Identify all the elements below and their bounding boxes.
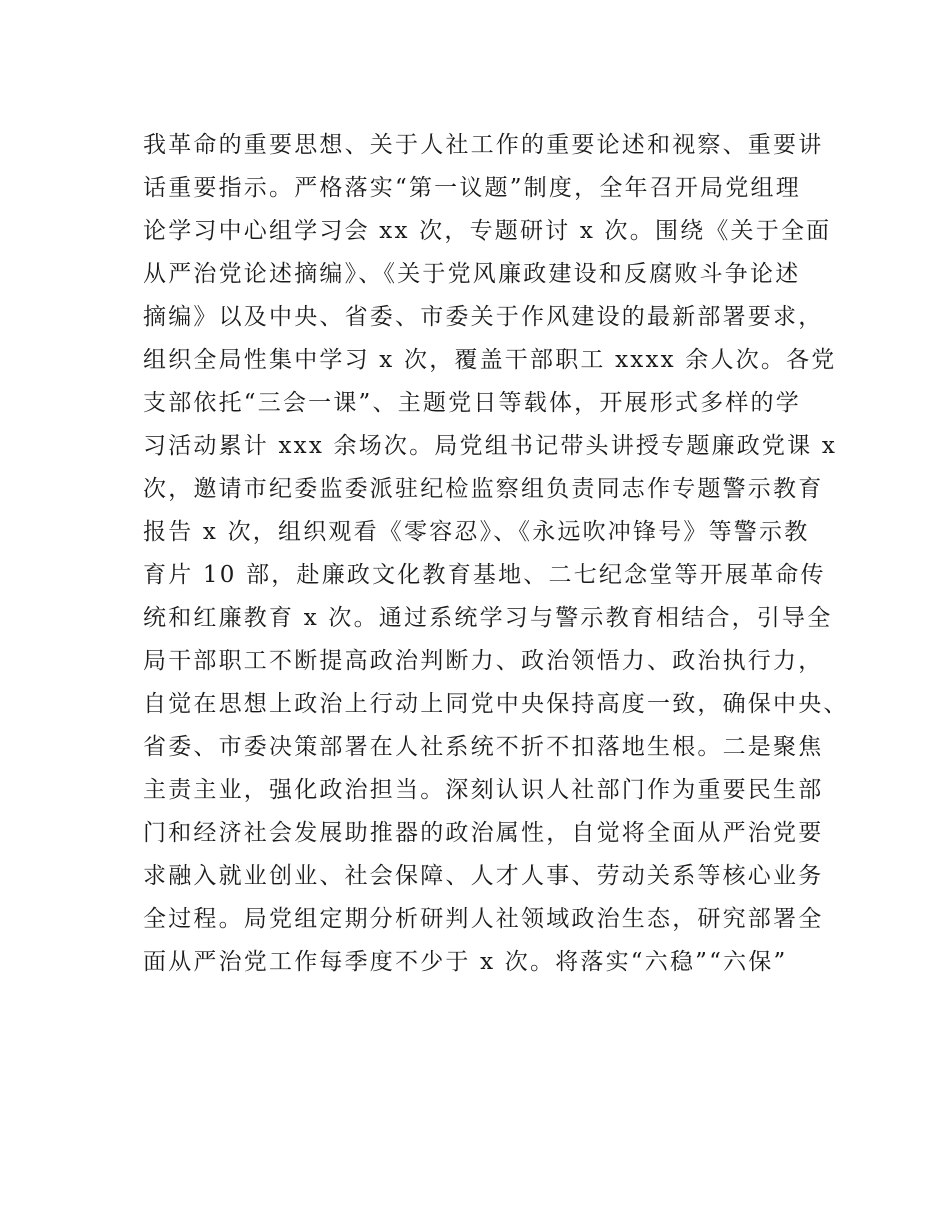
text-line: 论学习中心组学习会 xx 次，专题研讨 x 次。围绕《关于全面 bbox=[143, 218, 832, 244]
text-line: 面从严治党工作每季度不少于 x 次。将落实“六稳”“六保” bbox=[143, 949, 788, 975]
text-line: 省委、市委决策部署在人社系统不折不扣落地生根。二是聚焦 bbox=[143, 734, 824, 760]
text-line: 习活动累计 xxx 余场次。局党组书记带头讲授专题廉政党课 x bbox=[143, 433, 838, 459]
body-text bbox=[143, 124, 849, 984]
text-line: 从严治党论述摘编》、《关于党风廉政建设和反腐败斗争论述 bbox=[143, 261, 801, 287]
text-line: 统和红廉教育 x 次。通过系统学习与警示教育相结合，引导全 bbox=[143, 605, 833, 631]
text-line: 话重要指示。严格落实“第一议题”制度，全年召开局党组理 bbox=[143, 175, 801, 201]
text-line: 支部依托“三会一课”、主题党日等载体，开展形式多样的学 bbox=[143, 390, 801, 416]
text-line: 摘编》以及中央、省委、市委关于作风建设的最新部署要求， bbox=[143, 304, 824, 330]
text-line: 主责主业，强化政治担当。深刻认识人社部门作为重要民生部 bbox=[143, 777, 824, 803]
text-line: 次，邀请市纪委监委派驻纪检监察组负责同志作专题警示教育 bbox=[143, 476, 824, 502]
text-line: 局干部职工不断提高政治判断力、政治领悟力、政治执行力， bbox=[143, 648, 824, 674]
text-line: 育片 10 部，赴廉政文化教育基地、二七纪念堂等开展革命传 bbox=[143, 562, 826, 588]
text-line: 组织全局性集中学习 x 次，覆盖干部职工 xxxx 余人次。各党 bbox=[143, 347, 837, 373]
text-line: 求融入就业创业、社会保障、人才人事、劳动关系等核心业务 bbox=[143, 863, 824, 889]
text-line: 全过程。局党组定期分析研判人社领域政治生态，研究部署全 bbox=[143, 906, 824, 932]
text-line: 门和经济社会发展助推器的政治属性，自觉将全面从严治党要 bbox=[143, 820, 824, 846]
text-line: 自觉在思想上政治上行动上同党中央保持高度一致，确保中央、 bbox=[143, 691, 849, 717]
text-line: 报告 x 次，组织观看《零容忍》、《永远吹冲锋号》等警示教 bbox=[143, 519, 810, 545]
text-line: 我革命的重要思想、关于人社工作的重要论述和视察、重要讲 bbox=[143, 132, 824, 158]
